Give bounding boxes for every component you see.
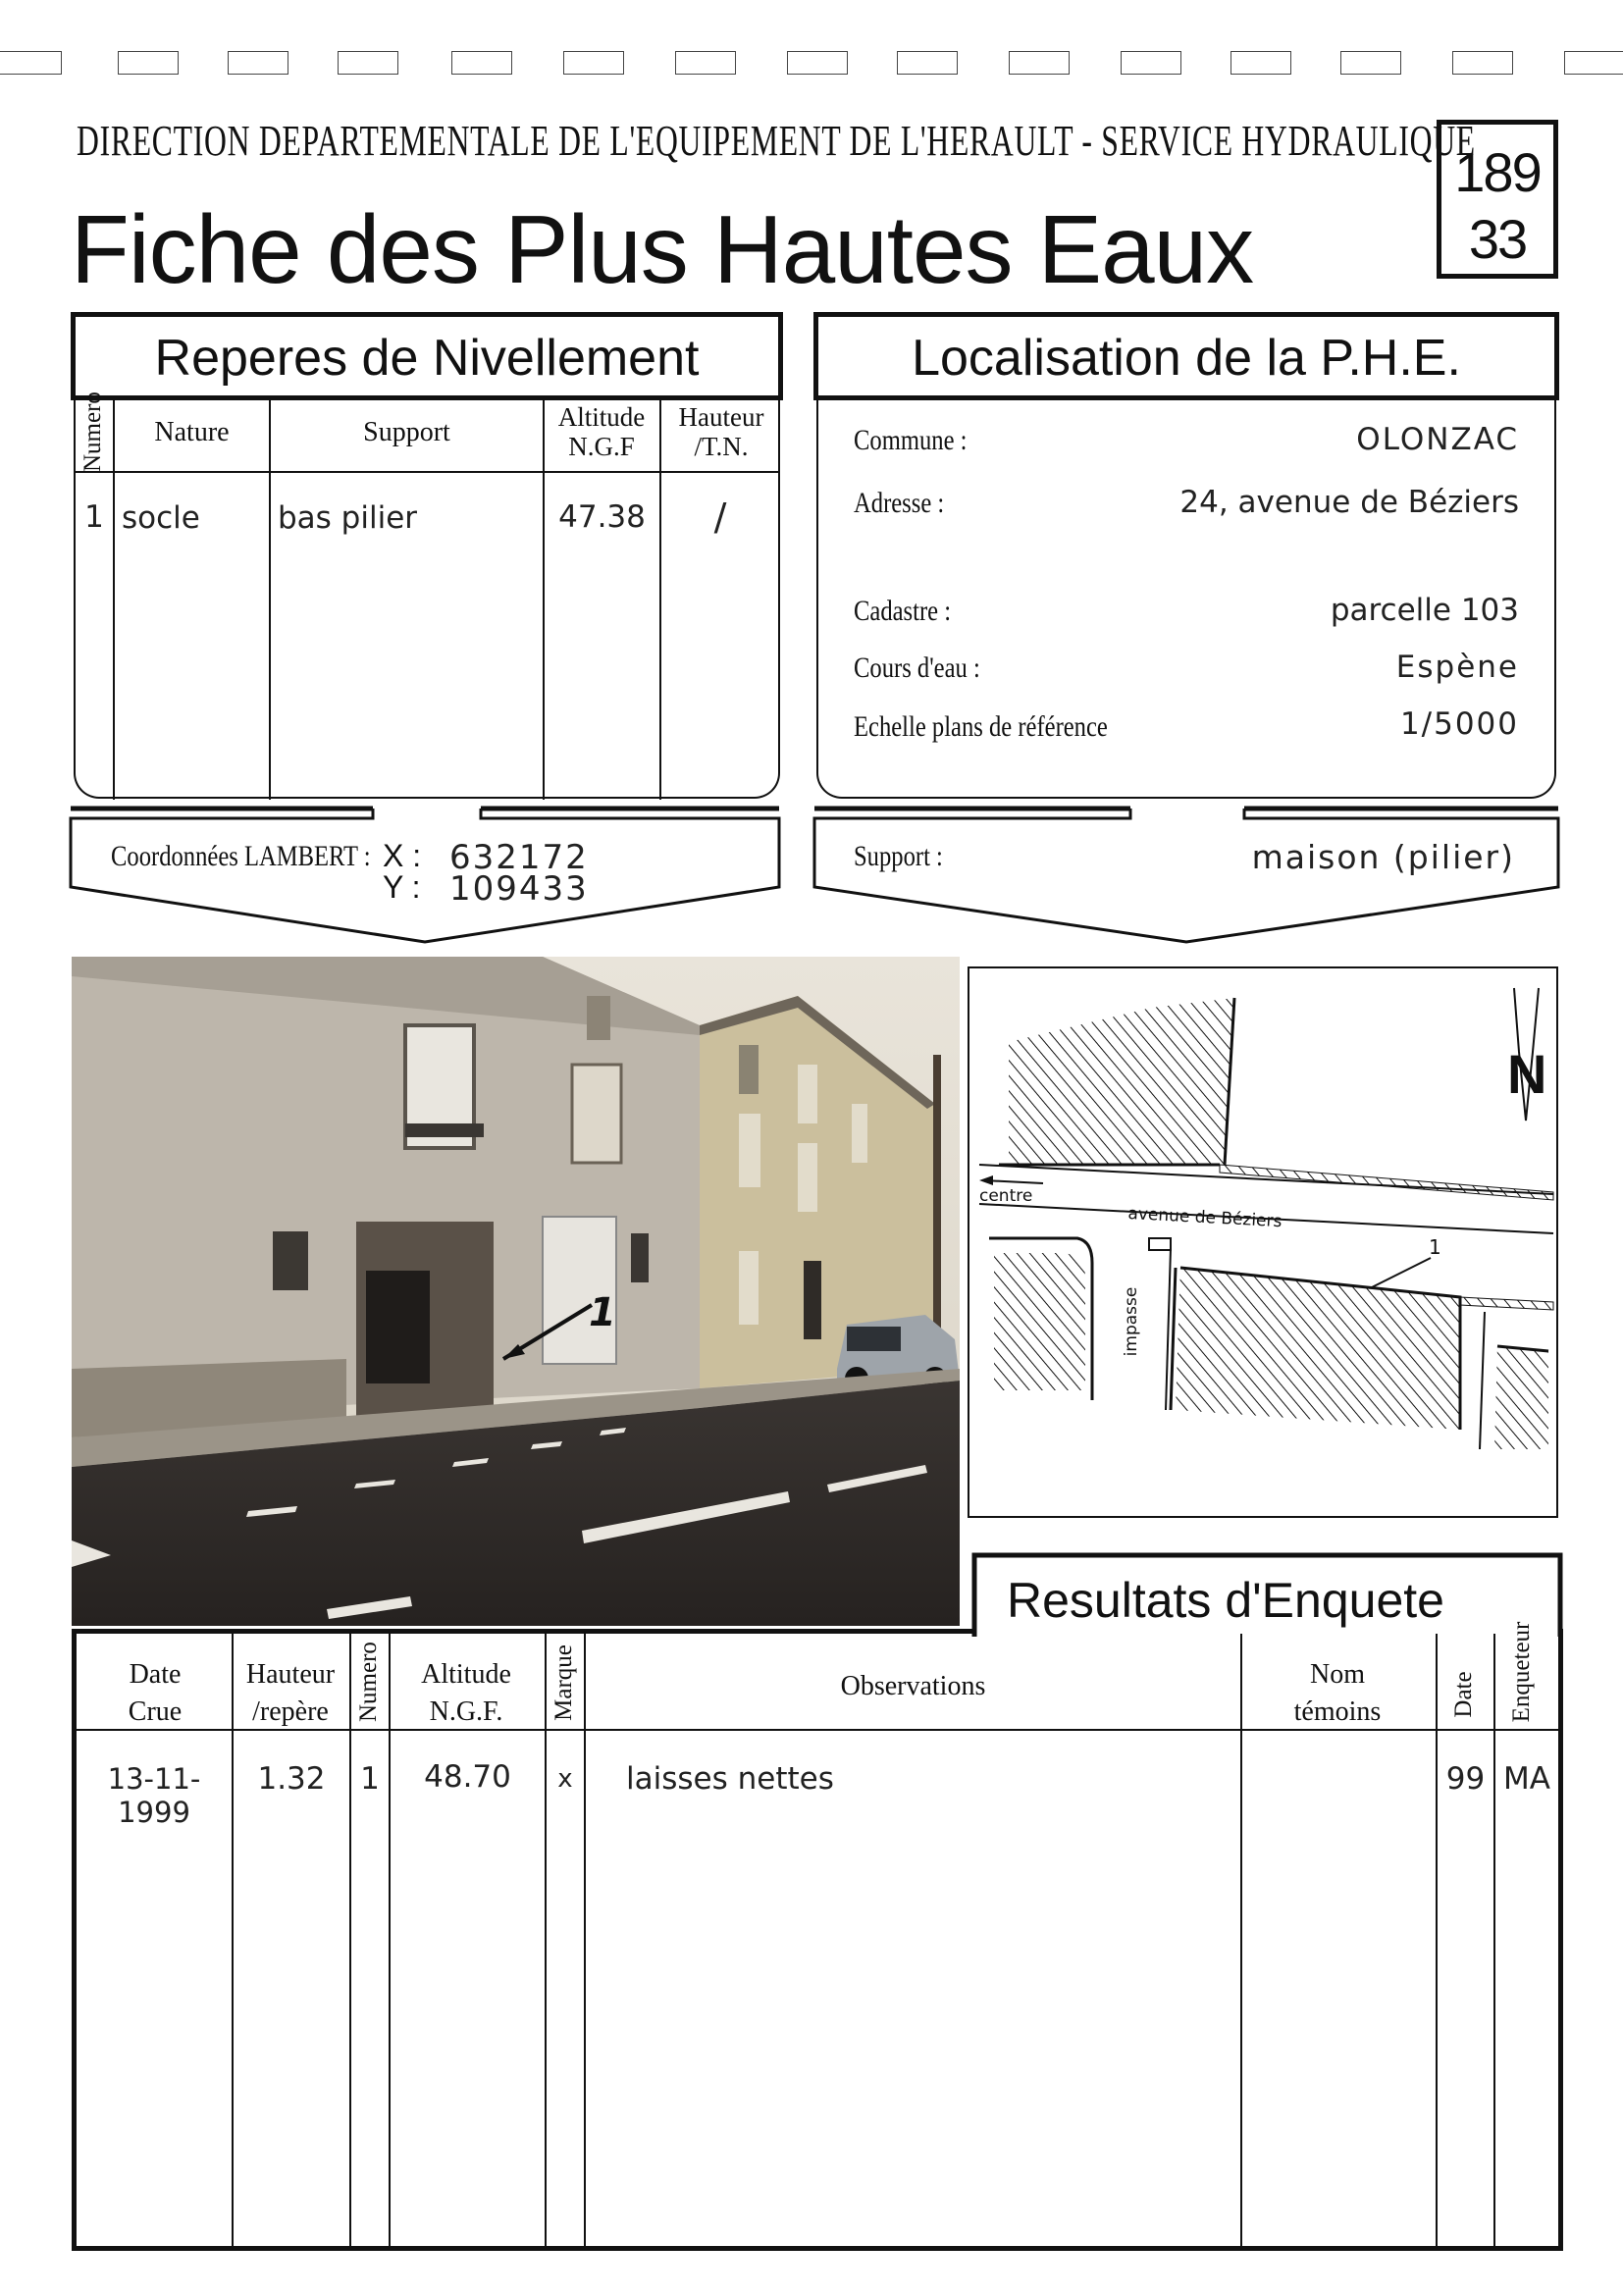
- lambert-x-value: 632172: [449, 838, 589, 877]
- resultats-row-numero: 1: [360, 1761, 380, 1797]
- lambert-y-value: 109433: [449, 869, 589, 909]
- resultats-row-date-crue: 13-11-1999: [107, 1762, 201, 1829]
- agency-header: DIRECTION DEPARTEMENTALE DE L'EQUIPEMENT DE L'HERAULT - SERVICE HYDRAULIQUE: [77, 117, 1476, 165]
- support-label: Support :: [854, 840, 943, 872]
- resultats-col-hauteur: Hauteur /repère: [245, 1659, 336, 1727]
- reperes-row-altitude: 47.38: [558, 499, 646, 535]
- resultats-col-observations: Observations: [840, 1671, 986, 1701]
- resultats-col-date: Date: [1450, 1671, 1477, 1718]
- cours-eau-value: Espène: [1395, 650, 1519, 685]
- lambert-label: Coordonnées LAMBERT :: [111, 840, 371, 872]
- support-arrow-box: [811, 805, 1566, 952]
- resultats-row-observations: laisses nettes: [626, 1761, 834, 1797]
- commune-label: Commune :: [854, 424, 968, 456]
- reperes-col-altitude: Altitude N.G.F: [557, 402, 646, 461]
- resultats-col-numero: Numero: [355, 1642, 382, 1722]
- lambert-y-label: Y :: [383, 869, 421, 905]
- cours-eau-label: Cours d'eau :: [854, 652, 980, 684]
- lambert-x-label: X :: [383, 838, 422, 873]
- reperes-row-numero: 1: [84, 499, 104, 535]
- adresse-value: 24, avenue de Béziers: [1179, 485, 1519, 520]
- reperes-col-nature: Nature: [154, 417, 230, 447]
- page-title: Fiche des Plus Hautes Eaux: [71, 195, 1254, 303]
- resultats-row-enqueteur: MA: [1503, 1761, 1550, 1797]
- plan-avenue-label: avenue de Béziers: [1126, 1204, 1283, 1232]
- north-label: N: [1507, 1043, 1547, 1105]
- lambert-arrow-box: [67, 805, 793, 952]
- support-value: maison (pilier): [1251, 838, 1515, 876]
- resultats-title: Resultats d'Enquete: [1007, 1573, 1444, 1628]
- resultats-col-enqueteur: Enqueteur: [1508, 1621, 1535, 1723]
- reperes-title: Reperes de Nivellement: [154, 330, 700, 387]
- reperes-row-support: bas pilier: [278, 500, 418, 536]
- sheet-code-box: [1437, 120, 1558, 279]
- resultats-row-altitude: 48.70: [424, 1759, 511, 1795]
- reperes-title-box: [71, 312, 783, 400]
- reperes-col-hauteur: Hauteur /T.N.: [678, 402, 764, 461]
- plan-drawing: [969, 968, 1556, 1516]
- resultats-row-marque: x: [557, 1764, 573, 1794]
- plan-centre-label: centre: [979, 1186, 1033, 1206]
- reperes-header-rule: [74, 471, 780, 473]
- adresse-label: Adresse :: [854, 487, 945, 519]
- resultats-col-altitude: Altitude N.G.F.: [421, 1659, 511, 1727]
- resultats-col-nom: Nom témoins: [1293, 1659, 1382, 1727]
- street-photo: [72, 957, 960, 1626]
- resultats-col-marque: Marque: [550, 1644, 577, 1721]
- sheet-code-bottom: 33: [1468, 208, 1527, 270]
- resultats-col-date-crue: Date Crue: [128, 1659, 183, 1727]
- reperes-row-hauteur: /: [713, 496, 727, 539]
- reperes-col-numero: Numero: [79, 391, 106, 472]
- sheet-code-top: 189: [1454, 141, 1541, 203]
- plan-impasse-label: impasse: [1122, 1286, 1141, 1357]
- cadastre-value: parcelle 103: [1330, 593, 1519, 628]
- echelle-value: 1/5000: [1399, 706, 1519, 742]
- reperes-row-nature: socle: [122, 500, 200, 536]
- commune-value: OLONZAC: [1356, 422, 1519, 457]
- resultats-row-hauteur: 1.32: [257, 1761, 326, 1797]
- echelle-label: Echelle plans de référence: [854, 710, 1108, 743]
- plan-marker: 1: [1429, 1235, 1441, 1259]
- localisation-title: Localisation de la P.H.E.: [912, 330, 1461, 387]
- resultats-row-date: 99: [1445, 1761, 1486, 1797]
- photo-marker: 1: [589, 1290, 616, 1335]
- localisation-title-box: [813, 312, 1559, 400]
- cadastre-label: Cadastre :: [854, 595, 952, 627]
- reperes-col-support: Support: [363, 417, 450, 447]
- location-plan: [968, 966, 1558, 1518]
